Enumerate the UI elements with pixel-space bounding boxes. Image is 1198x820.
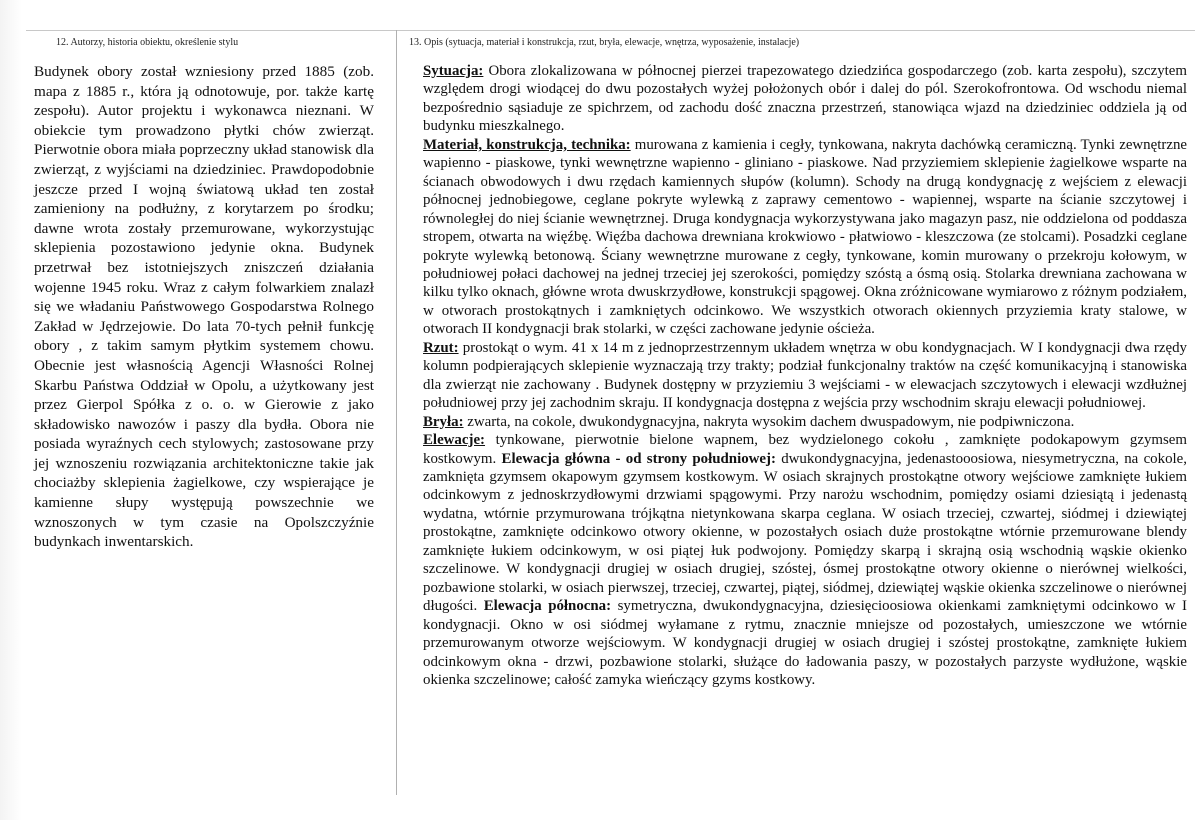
- heading-material: Materiał, konstrukcja, technika:: [423, 136, 631, 153]
- history-section: [34, 62, 374, 552]
- heading-elewacja-glowna: Elewacja główna - od strony południowej:: [501, 450, 776, 467]
- heading-rzut: Rzut:: [423, 339, 459, 356]
- field-label-history: 12. Autorzy, historia obiektu, określenie stylu: [56, 37, 239, 48]
- heading-elewacje: Elewacje:: [423, 432, 486, 449]
- paragraph-bryla: [423, 413, 1187, 431]
- text-elewacje-1: tynkowane, pierwotnie bielone wapnem, bez wydzielonego cokołu , zamknięte podokapowym gzymsem kostkowym.: [423, 432, 1187, 467]
- paragraph-sytuacja: [423, 62, 1187, 136]
- history-text: Budynek obory został wzniesiony przed 1885 (zob. mapa z 1885 r., która ją odnotowuje, por. także kartę zespołu). Autor projektu i wykonawca nieznani. W obiekcie tym prowadzono płytki chów zwierząt. Pierwotnie obora miała poprzeczny układ stanowisk dla zwierząt, z wyjściami na dziedziniec. Prawdopodobnie jeszcze przed I wojną światową układ ten został zamieniony na podłużny, z korytarzem po środku; dawne wrota zostały przemurowane, wykorzystując sklepienia pozostawiono jedynie okna. Budynek przetrwał bez istotniejszych zniszczeń działania wojenne 1945 roku. Wraz z całym folwarkiem znalazł się we władaniu Państwowego Gospodarstwa Rolnego Zakład w Jędrzejowie. Do lata 70-tych pełnił funkcję obory , z takim samym płytkim systemem chowu. Obecnie jest własnością Agencji Własności Rolnej Skarbu Państwa Oddział w Opolu, a użytkowany jest przez Gierpol Spółka z o. o. w Gierowie z jako składowisko nawozów i paszy dla bydła. Obora nie posiada wyraźnych cech stylowych; zastosowane przy jej wznoszeniu rozwiązania architektoniczne takie jak chociażby sklepienia żagielkowe, czy wspierające je kamienne słupy występują powszechnie we wznoszonych w tym czasie na Opolszczyźnie budynkach inwentarskich.: [34, 63, 374, 551]
- right-header-rule: [397, 30, 1195, 31]
- left-header-rule: [26, 30, 396, 31]
- paragraph-rzut: [423, 339, 1187, 413]
- heading-elewacja-polnocna: Elewacja północna:: [483, 598, 612, 615]
- paragraph-elewacje: [423, 431, 1187, 689]
- text-material: murowana z kamienia i cegły, tynkowana, nakryta dachówką ceramiczną. Tynki zewnętrzne wapienno - piaskowe, tynki wewnętrzne wapienno - gliniano - piaskowe. Nad przyziemiem sklepienie żagielkowe wsparte na ścianach obwodowych i dwu rzędach kamiennych słupów (kolumn). Schody na drugą kondygnację z wejściem z elewacji północnej jednobiegowe, ceglane pokryte wylewką z zaprawy cementowo - wapiennej, wsparte na ścianie szczytowej i równoległej do niej ścianie wewnętrznej. Druga kondygnacja wykorzystywana jako magazyn pasz, nie oddzielona od poddasza stropem, otwarta na więźbę. Więźba dachowa drewniana krokwiowo - płatwiowo - kleszczowa (ze stolcami). Posadzki ceglane pokryte wylewką betonową. Ściany wewnętrzne murowane z cegły, tynkowane, komin murowany o przekroju kołowym, w południowej połaci dachowej na jednej trzeciej jej szerokości, pomiędzy szóstą a ósmą osią. Stolarka drewniana zachowana w kilku tylko oknach, główne wrota dwuskrzydłowe, konstrukcji spągowej. Okna zróżnicowane wymiarowo z różnym podziałem, w otworach prostokątnych i zamkniętych odcinkowo. We wszystkich otworach okiennych przyziemia kraty stalowe, w otworach II kondygnacji brak stolarki, w części zachowane jedynie ościeża.: [423, 136, 1187, 338]
- card-edge: [0, 0, 22, 820]
- text-elewacje-2: dwukondygnacyjna, jedenastooosiowa, niesymetryczna, na cokole, zamknięta gzymsem okapowym gzymsem kostkowym. W osiach skrajnych prostokątne otwory wejściowe zamknięte łukiem odcinkowym z jednoskrzydłowymi drzwiami spągowymi. Przy narożu wschodnim, pomiędzy osiami dziesiątą i jedenastą wydatna, wtórnie przymurowana trójkątna nietynkowana skarpa ceglana. W osiach trzeciej, czwartej, siódmej i dziewiątej prostokątne, zamknięte odcinkowo otwory okienne, w pozostałych osiach duże prostokątne wtórnie przemurowane blendy zamknięte łukiem odcinkowym, w osi piątej łuk podwojony. Pomiędzy skarpą i skrajną osią wschodnią wąskie okienko szczelinowe. W kondygnacji drugiej w osiach drugiej, szóstej, ósmej prostokątne otwory okienne o nierównej wielkości, pozbawione stolarki, w osiach pierwszej, trzeciej, czwartej, piątej, siódmej, dziewiątej wąskie okienka szczelinowe o nierównej długości.: [423, 450, 1187, 615]
- description-section: [423, 62, 1187, 689]
- field-label-description: 13. Opis (sytuacja, materiał i konstrukcja, rzut, bryła, elewacje, wnętrza, wyposażenie, instalacje): [409, 37, 800, 48]
- text-sytuacja: Obora zlokalizowana w północnej pierzei trapezowatego dziedzińca gospodarczego (zob. karta zespołu), szczytem względem drogi wiodącej do dwu pozostałych wyżej położonych obór i dalej do pól. Szerokofrontowa. Od wschodu niemal bezpośrednio sąsiaduje ze spichrzem, od zachodu dość znaczna przestrzeń, stanowiąca wjazd na dziedziniec oddziela ją od budynku mieszkalnego.: [423, 63, 1187, 135]
- column-divider: [396, 30, 397, 795]
- text-rzut: prostokąt o wym. 41 x 14 m z jednoprzestrzennym układem wnętrza w obu kondygnacjach. W I kondygnacji dwa rzędy kolumn podpierających sklepienie wyznaczają trzy trakty; podział funkcjonalny traktów na część komunikacyjną i stanowiska dla zwierząt nie zachowany . Budynek dostępny w przyziemiu 3 wejściami - w elewacjach szczytowych i elewacji wzdłużnej południowej przy jej zachodnim skraju. II kondygnacja dostępna z wejścia przy wschodnim skraju elewacji południowej.: [423, 339, 1187, 412]
- heading-bryla: Bryła:: [423, 413, 464, 430]
- text-elewacje-3: symetryczna, dwukondygnacyjna, dziesięcioosiowa okienkami zamkniętymi odcinkowo w I kondygnacji. Okno w osi siódmej wyłamane z rytmu, znacznie mniejsze od pozostałych, umieszczone we wtórnie przemurowanym otworze wejściowym. W kondygnacji drugiej w osiach drugiej i szóstej prostokątne, zamknięte łukiem odcinkowym okna - drzwi, pozbawione stolarki, służące do ładowania paszy, w pozostałych parzyste wydłużone, wąskie okienka szczelinowe; całość zamyka wieńczący gzyms kostkowy.: [423, 598, 1188, 688]
- text-bryla: zwarta, na cokole, dwukondygnacyjna, nakryta wysokim dachem dwuspadowym, nie podpiwniczona.: [463, 413, 1075, 430]
- heading-sytuacja: Sytuacja:: [423, 63, 484, 79]
- paragraph-material: [423, 136, 1187, 339]
